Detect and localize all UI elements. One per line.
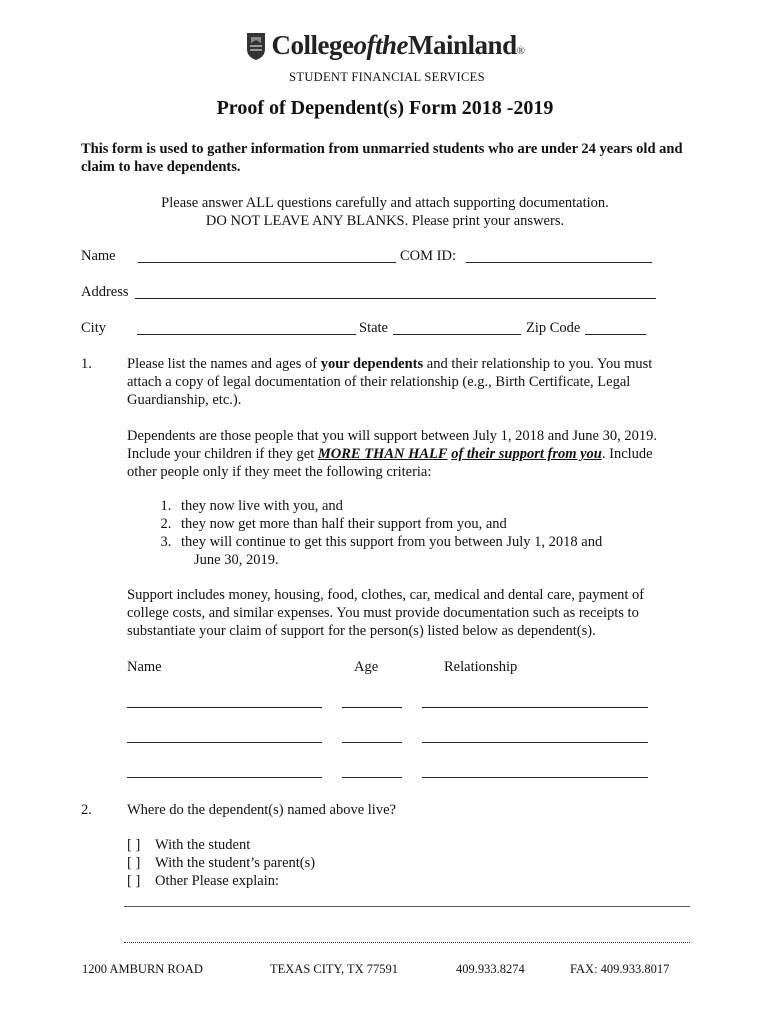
dependent-relationship-header: Relationship xyxy=(444,659,518,675)
address-label: Address xyxy=(81,284,129,300)
checkbox[interactable]: [ ] xyxy=(127,837,141,853)
dependent-3-age-field[interactable] xyxy=(342,777,402,778)
state-field[interactable] xyxy=(393,334,521,335)
footer-phone: 409.933.8274 xyxy=(456,962,525,976)
option-with-parents[interactable]: [ ] With the student’s parent(s) xyxy=(127,855,316,871)
dependent-3-name-field[interactable] xyxy=(127,777,322,778)
city-field[interactable] xyxy=(137,334,356,335)
question-1-number: 1. xyxy=(81,356,92,372)
department-name: STUDENT FINANCIAL SERVICES xyxy=(289,69,485,84)
city-label: City xyxy=(81,320,106,336)
question-2-number: 2. xyxy=(81,802,92,818)
option-other[interactable]: [ ] Other Please explain: xyxy=(127,873,280,889)
zip-field[interactable] xyxy=(585,334,646,335)
shield-icon xyxy=(246,31,266,61)
dependent-3-relationship-field[interactable] xyxy=(422,777,648,778)
option-with-student[interactable]: [ ] With the student xyxy=(127,837,251,853)
criteria-list xyxy=(127,497,602,569)
support-definition: Support includes money, housing, food, clothes, car, medical and dental care, payment of college costs, and similar expenses. You must provide documentation such as receipts to substantiate your claim of support for the person(s) listed below as dependent(s). xyxy=(127,587,645,639)
dependents-definition: Dependents are those people that you will support between July 1, 2018 and June 30, 2019. Include your children if they get MORE THAN HALF of their support from you. Include other people only if they meet the following criteria: xyxy=(127,428,657,480)
name-label: Name xyxy=(81,248,116,264)
intro-text: This form is used to gather information from unmarried students who are under 24 years old and claim to have dependents. xyxy=(81,141,683,175)
state-label: State xyxy=(359,320,388,336)
checkbox[interactable]: [ ] xyxy=(127,855,141,871)
question-1-text: Please list the names and ages of your dependents and their relationship to you. You must attach a copy of legal documentation of their relationship (e.g., Birth Certificate, Legal Guardianship, etc.). xyxy=(127,356,653,408)
instruction-line-1: Please answer ALL questions carefully and attach supporting documentation. xyxy=(161,195,609,211)
criteria-item: 2. they now get more than half their support from you, and xyxy=(175,515,602,533)
question-2-text: Where do the dependent(s) named above live? xyxy=(127,802,396,818)
dependent-2-name-field[interactable] xyxy=(127,742,322,743)
criteria-item-continuation: June 30, 2019. xyxy=(194,552,279,568)
address-field[interactable] xyxy=(135,298,656,299)
dependent-age-header: Age xyxy=(354,659,379,675)
com-id-label: COM ID: xyxy=(400,248,456,264)
explain-field-line-1[interactable] xyxy=(124,906,690,907)
footer-fax: FAX: 409.933.8017 xyxy=(570,962,670,976)
explain-field-line-2[interactable] xyxy=(124,942,690,943)
name-field[interactable] xyxy=(138,262,396,263)
dependent-1-relationship-field[interactable] xyxy=(422,707,648,708)
residence-options xyxy=(127,836,315,890)
form-title: Proof of Dependent(s) Form 2018 -2019 xyxy=(216,97,554,119)
dependent-name-header: Name xyxy=(127,659,162,675)
dependent-2-relationship-field[interactable] xyxy=(422,742,648,743)
college-name: CollegeoftheMainland® xyxy=(271,30,525,60)
dependent-2-age-field[interactable] xyxy=(342,742,402,743)
criteria-item: 3. they will continue to get this support from you between July 1, 2018 and xyxy=(175,533,602,551)
footer-address: 1200 AMBURN ROAD xyxy=(82,962,203,976)
checkbox[interactable]: [ ] xyxy=(127,873,141,889)
instructions xyxy=(0,194,770,230)
dependent-1-age-field[interactable] xyxy=(342,707,402,708)
com-id-field[interactable] xyxy=(466,262,652,263)
dependent-1-name-field[interactable] xyxy=(127,707,322,708)
criteria-item: 1. they now live with you, and xyxy=(175,497,602,515)
instruction-line-2: DO NOT LEAVE ANY BLANKS. Please print your answers. xyxy=(205,213,565,229)
college-logo xyxy=(0,30,770,85)
footer-city: TEXAS CITY, TX 77591 xyxy=(270,962,399,976)
zip-label: Zip Code xyxy=(526,320,581,336)
